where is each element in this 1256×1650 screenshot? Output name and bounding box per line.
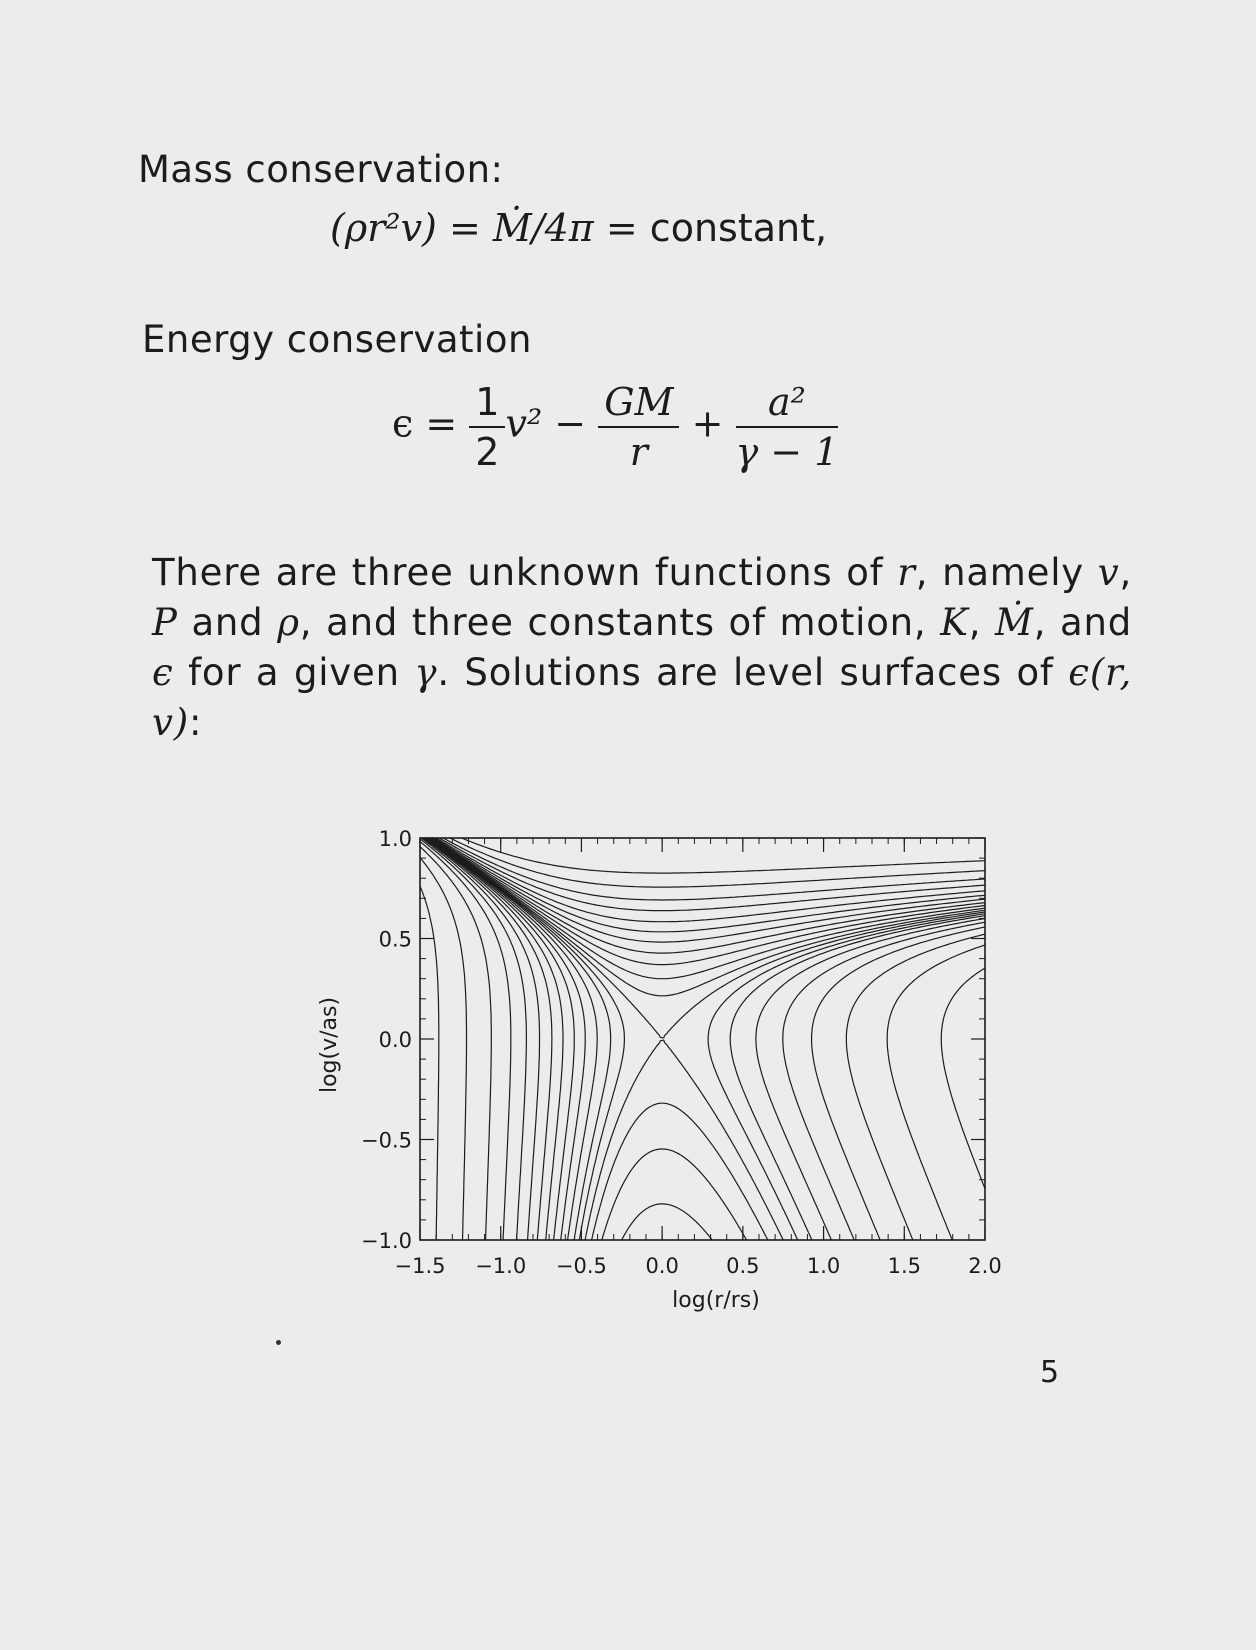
energy-eq-plus: +	[691, 401, 724, 446]
energy-eq-v-squared: v²	[505, 401, 543, 446]
page-number: 5	[1040, 1355, 1060, 1390]
mass-conservation-heading: Mass conservation:	[138, 148, 504, 191]
para-var-eps: ϵ	[152, 651, 174, 694]
frac-half-num: 1	[469, 380, 505, 428]
x-tick-label: 1.5	[887, 1254, 921, 1278]
x-tick-label: 0.5	[726, 1254, 760, 1278]
para-text-7: , and	[1033, 601, 1133, 644]
para-text-5: , and three constants of motion,	[299, 601, 927, 644]
mass-eq-lhs: (ρr²v)	[330, 206, 437, 250]
para-text-1: There are three unknown functions of	[152, 551, 884, 594]
frac-gm-den: r	[629, 430, 648, 474]
para-var-gamma: γ	[414, 651, 438, 694]
x-axis-label: log(r/rs)	[672, 1288, 760, 1313]
x-tick-label: −1.0	[475, 1254, 527, 1278]
y-axis-label: log(v/as)	[317, 996, 342, 1094]
contour-line-0	[420, 886, 439, 1240]
y-tick-label: 0.0	[378, 1028, 412, 1052]
contour-line-20	[439, 838, 985, 911]
contour-line-1	[420, 858, 467, 1240]
energy-eq-lhs: ϵ =	[392, 401, 458, 446]
para-var-mdot: Ṁ	[995, 601, 1034, 644]
contour-lines	[420, 838, 985, 1240]
para-text-10: :	[188, 701, 203, 744]
frac-half-den: 2	[475, 430, 500, 474]
scan-speck	[276, 1340, 281, 1345]
frac-gm-num: GM	[598, 380, 679, 428]
x-tick-label: 0.0	[645, 1254, 679, 1278]
contour-line-17	[433, 838, 985, 942]
mass-eq-equals-1: =	[448, 206, 481, 250]
para-var-r: r	[897, 551, 916, 594]
para-text-4: and	[191, 601, 264, 644]
para-var-eps-rv: ϵ(r, v)	[152, 651, 1133, 744]
x-tick-label: 2.0	[968, 1254, 1002, 1278]
mass-eq-rhs: constant,	[649, 206, 828, 250]
x-tick-label: −0.5	[555, 1254, 607, 1278]
frac-a-den: γ − 1	[735, 430, 839, 474]
x-tick-label: −1.5	[394, 1254, 446, 1278]
frac-a-num: a²	[736, 380, 839, 428]
x-tick-label: 1.0	[806, 1254, 841, 1278]
energy-eq-minus: −	[554, 401, 587, 446]
mass-eq-equals-2: =	[605, 206, 638, 250]
para-var-rho: ρ	[277, 601, 300, 644]
para-text-2: , namely	[915, 551, 1084, 594]
para-var-p: P	[152, 601, 178, 644]
para-text-8: for a given	[188, 651, 400, 694]
para-var-k: K	[940, 601, 969, 644]
energy-conservation-heading: Energy conservation	[142, 318, 532, 361]
y-tick-label: 1.0	[378, 827, 412, 851]
para-text-3: ,	[1119, 551, 1133, 594]
para-text-6: ,	[968, 601, 982, 644]
para-var-v: v	[1097, 551, 1120, 594]
contour-line-23	[462, 838, 985, 873]
y-tick-label: 0.5	[378, 927, 412, 952]
mass-eq-mid: Ṁ/4π	[492, 206, 594, 250]
y-tick-label: −0.5	[361, 1128, 412, 1153]
y-tick-label: −1.0	[361, 1229, 412, 1253]
para-text-9: . Solutions are level surfaces of	[437, 651, 1054, 694]
contour-line-16	[432, 838, 986, 953]
